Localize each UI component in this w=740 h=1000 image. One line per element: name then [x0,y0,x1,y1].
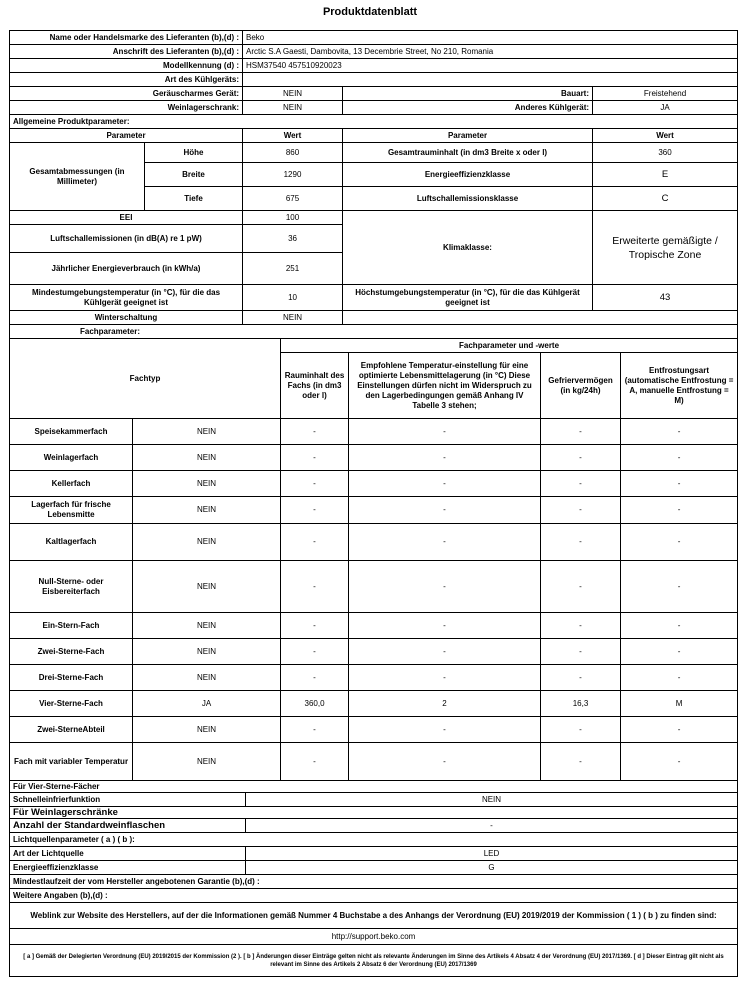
general-table [9,30,738,339]
compartment-freeze: - [541,743,621,781]
dimensions-label: Gesamtabmessungen (in Millimeter) [10,143,145,211]
four-star-header: Für Vier-Sterne-Fächer [10,781,738,793]
compartment-present: NEIN [133,419,281,445]
compartment-freeze: - [541,445,621,471]
compartment-name: Vier-Sterne-Fach [10,691,133,717]
compartment-group-header: Fachparameter und -werte [281,339,738,353]
winter-switch-filler [343,311,738,325]
compartment-present: NEIN [133,613,281,639]
general-col-value-left: Wert [243,129,343,143]
compartment-row [10,743,738,781]
light-source-header: Lichtquellenparameter ( a ) ( b ): [10,833,738,847]
compartment-temp: - [349,717,541,743]
compartment-defrost: - [621,613,738,639]
max-temp-label: Höchstumgebungstemperatur (in °C), für die das Kühlgerät geeignet ist [343,285,593,311]
compartment-volume: - [281,717,349,743]
compartment-name: Ein-Stern-Fach [10,613,133,639]
compartment-freeze: 16,3 [541,691,621,717]
compartment-defrost: - [621,743,738,781]
general-col-value-right: Wert [593,129,738,143]
appliance-type-value [243,73,738,87]
eei-label: EEI [10,211,243,225]
low-noise-label: Geräuscharmes Gerät: [10,87,243,101]
climate-class-value: Erweiterte gemäßigte / Tropische Zone [593,211,738,285]
compartment-defrost: - [621,445,738,471]
compartment-name: Fach mit variabler Temperatur [10,743,133,781]
winter-switch-label: Winterschaltung [10,311,243,325]
compartment-name: Zwei-SterneAbteil [10,717,133,743]
wine-bottles-value: - [246,819,738,833]
annual-consumption-value: 251 [243,253,343,285]
supplier-address-label: Anschrift des Lieferanten (b),(d) : [10,45,243,59]
compartment-volume: - [281,743,349,781]
compartment-rows [10,419,738,781]
compartment-temp: - [349,497,541,524]
design-label: Bauart: [343,87,593,101]
compartment-defrost: - [621,497,738,524]
compartment-temp-header: Empfohlene Temperatur-einstellung für eine optimierte Lebensmittelagerung (in °C) Diese Einstellungen dürfen nicht im Widerspruch zu den Lagerbedingungen gemäß Anhang IV Tabelle 3 stehen; [349,353,541,419]
model-label: Modellkennung (d) : [10,59,243,73]
compartment-present: NEIN [133,717,281,743]
design-value: Freistehend [593,87,738,101]
general-col-param-right: Parameter [343,129,593,143]
compartment-row [10,717,738,743]
min-temp-value: 10 [243,285,343,311]
compartment-freeze: - [541,639,621,665]
compartment-volume: - [281,419,349,445]
warranty-label: Mindestlaufzeit der vom Hersteller angebotenen Garantie (b),(d) : [10,875,738,889]
supplier-address-value: Arctic S.A Gaesti, Dambovita, 13 Decembrie Street, No 210, Romania [243,45,738,59]
compartment-row [10,691,738,717]
compartment-defrost: - [621,561,738,613]
model-value: HSM37540 457510920023 [243,59,738,73]
wine-bottles-label: Anzahl der Standardweinflaschen [10,819,246,833]
wine-cabinet-header: Für Weinlagerschränke [10,807,738,819]
datasheet [9,30,737,992]
compartment-name: Lagerfach für frische Lebensmitte [10,497,133,524]
compartment-name: Null-Sterne- oder Eisbereiterfach [10,561,133,613]
compartment-freeze: - [541,471,621,497]
compartment-freeze: - [541,561,621,613]
compartment-volume: - [281,471,349,497]
total-volume-value: 360 [593,143,738,163]
compartment-present: NEIN [133,471,281,497]
supplier-name-value: Beko [243,31,738,45]
compartment-freeze: - [541,665,621,691]
compartment-temp: - [349,639,541,665]
climate-class-label: Klimaklasse: [343,211,593,285]
light-type-value: LED [246,847,738,861]
height-value: 860 [243,143,343,163]
compartment-volume: - [281,639,349,665]
compartment-row [10,665,738,691]
fast-freeze-value: NEIN [246,793,738,807]
noise-class-value: C [593,187,738,211]
width-value: 1290 [243,163,343,187]
compartment-present: NEIN [133,743,281,781]
width-label: Breite [145,163,243,187]
compartment-volume: - [281,665,349,691]
compartment-name: Kaltlagerfach [10,524,133,561]
energy-class-value: E [593,163,738,187]
compartment-temp: - [349,665,541,691]
light-class-value: G [246,861,738,875]
noise-emission-value: 36 [243,225,343,253]
compartment-row [10,419,738,445]
noise-class-label: Luftschallemissionsklasse [343,187,593,211]
light-type-label: Art der Lichtquelle [10,847,246,861]
general-col-param-left: Parameter [10,129,243,143]
other-appliance-value: JA [593,101,738,115]
total-volume-label: Gesamtrauminhalt (in dm3 Breite x oder l) [343,143,593,163]
compartment-volume: - [281,561,349,613]
compartment-volume: - [281,497,349,524]
compartment-present: NEIN [133,524,281,561]
compartment-type-header: Fachtyp [10,339,281,419]
compartment-present: NEIN [133,497,281,524]
compartment-present: NEIN [133,561,281,613]
annual-consumption-label: Jährlicher Energieverbrauch (in kWh/a) [10,253,243,285]
compartment-temp: - [349,613,541,639]
compartment-volume: - [281,524,349,561]
compartment-present: JA [133,691,281,717]
compartment-row [10,524,738,561]
compartment-defrost-header: Entfrostungsart (automatische Entfrostung = A, manuelle Entfrostung = M) [621,353,738,419]
compartment-temp: - [349,561,541,613]
compartment-freeze: - [541,717,621,743]
compartment-present: NEIN [133,639,281,665]
compartment-present: NEIN [133,445,281,471]
low-noise-value: NEIN [243,87,343,101]
min-temp-label: Mindestumgebungstemperatur (in °C), für die das Kühlgerät geeignet ist [10,285,243,311]
light-class-label: Energieeffizienzklasse [10,861,246,875]
height-label: Höhe [145,143,243,163]
winter-switch-value: NEIN [243,311,343,325]
compartment-temp: - [349,445,541,471]
compartment-freeze-header: Gefriervermögen (in kg/24h) [541,353,621,419]
compartment-name: Zwei-Sterne-Fach [10,639,133,665]
compartments-section-header: Fachparameter: [10,325,738,339]
compartment-defrost: - [621,717,738,743]
noise-emission-label: Luftschallemissionen (in dB(A) re 1 pW) [10,225,243,253]
max-temp-value: 43 [593,285,738,311]
footer-table [9,780,738,977]
compartment-temp: - [349,743,541,781]
general-section-header: Allgemeine Produktparameter: [10,115,738,129]
compartment-volume: - [281,613,349,639]
compartment-volume: 360,0 [281,691,349,717]
page-title: Produktdatenblatt [322,6,418,18]
support-url-link[interactable]: http://support.beko.com [10,929,738,945]
compartment-defrost: - [621,665,738,691]
compartment-freeze: - [541,419,621,445]
compartment-name: Kellerfach [10,471,133,497]
compartment-temp: 2 [349,691,541,717]
compartments-table [9,338,738,781]
compartment-temp: - [349,419,541,445]
compartment-row [10,445,738,471]
compartment-row [10,497,738,524]
compartment-defrost: - [621,419,738,445]
compartment-volume: - [281,445,349,471]
fast-freeze-label: Schnelleinfrierfunktion [10,793,246,807]
compartment-freeze: - [541,613,621,639]
compartment-defrost: - [621,524,738,561]
more-info-label: Weitere Angaben (b),(d) : [10,889,738,903]
appliance-type-label: Art des Kühlgeräts: [10,73,243,87]
compartment-defrost: - [621,471,738,497]
depth-label: Tiefe [145,187,243,211]
compartment-defrost: M [621,691,738,717]
compartment-row [10,561,738,613]
footnote-text: [ a ] Gemäß der Delegierten Verordnung (EU) 2019/2015 der Kommission (2 ). [ b ] Änderungen dieser Einträge gelten nicht als relevante Änderungen im Sinne des Artikels 4 Absatz 4 der Verordnung (EU) 2017/1369. [ d ] Dieser Eintrag gilt nicht als relevant im Sinne des Artikels 2 Absatz 6 der Verordnung (EU) 2017/1369 [10,945,738,977]
weblink-text: Weblink zur Website des Herstellers, auf der die Informationen gemäß Nummer 4 Buchstabe a des Anhangs der Verordnung (EU) 2019/2019 der Kommission ( 1 ) ( b ) zu finden sind: [10,903,738,929]
depth-value: 675 [243,187,343,211]
compartment-volume-header: Rauminhalt des Fachs (in dm3 oder l) [281,353,349,419]
compartment-row [10,639,738,665]
eei-value: 100 [243,211,343,225]
compartment-name: Weinlagerfach [10,445,133,471]
compartment-row [10,613,738,639]
supplier-name-label: Name oder Handelsmarke des Lieferanten (b),(d) : [10,31,243,45]
compartment-defrost: - [621,639,738,665]
other-appliance-label: Anderes Kühlgerät: [343,101,593,115]
compartment-row [10,471,738,497]
wine-cabinet-label: Weinlagerschrank: [10,101,243,115]
compartment-name: Speisekammerfach [10,419,133,445]
compartment-temp: - [349,471,541,497]
compartment-freeze: - [541,524,621,561]
compartment-present: NEIN [133,665,281,691]
compartment-freeze: - [541,497,621,524]
energy-class-label: Energieeffizienzklasse [343,163,593,187]
compartment-name: Drei-Sterne-Fach [10,665,133,691]
wine-cabinet-value: NEIN [243,101,343,115]
compartment-temp: - [349,524,541,561]
